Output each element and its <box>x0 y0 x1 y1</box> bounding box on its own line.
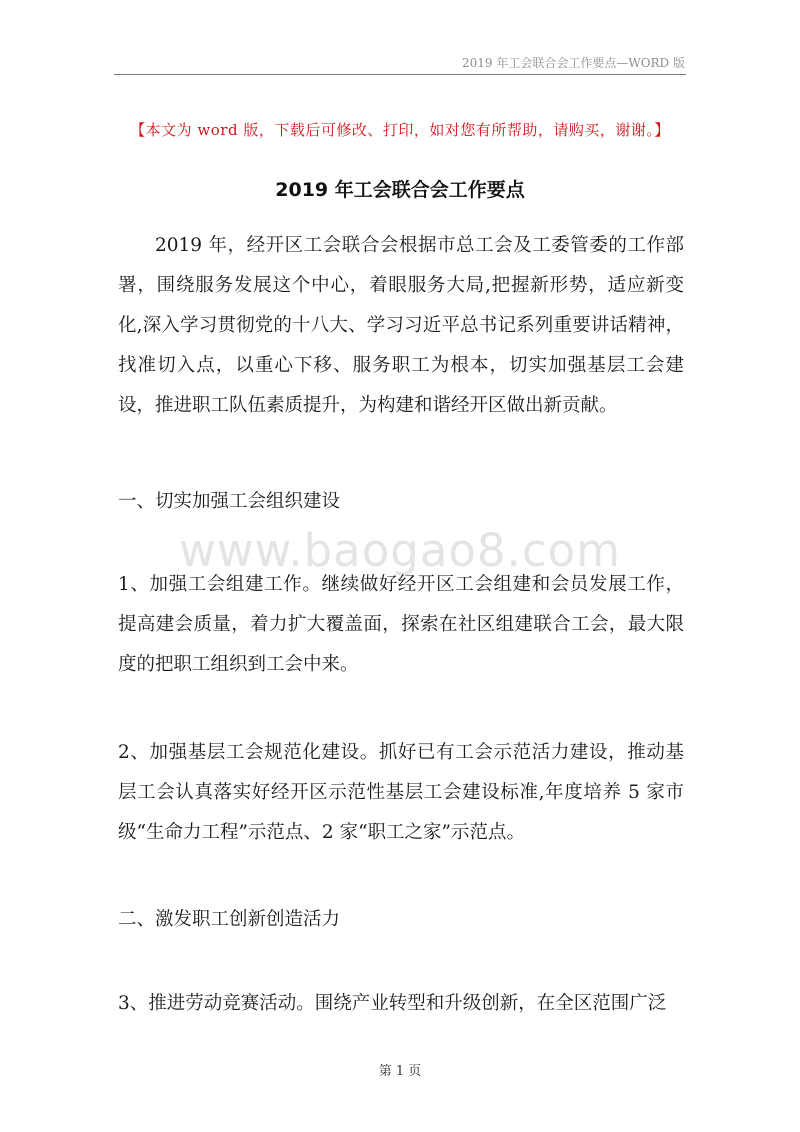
running-header: 2019 年工会联合会工作要点—WORD 版 <box>462 56 685 70</box>
item-paragraph-3: 3、推进劳动竞赛活动。围绕产业转型和升级创新，在全区范围广泛 <box>118 993 667 1014</box>
purchase-notice: 【本文为 word 版，下载后可修改、打印，如对您有所帮助，请购买，谢谢。】 <box>130 121 670 139</box>
document-title: 2019 年工会联合会工作要点 <box>275 179 525 201</box>
section-heading-1: 一、切实加强工会组织建设 <box>118 491 341 512</box>
item-paragraph-1: 1、加强工会组建工作。继续做好经开区工会组建和会员发展工作，提高建会质量，着力扩大覆盖面，探索在社区组建联合工会，最大限度的把职工组织到工会中来。 <box>118 574 684 675</box>
item-paragraph-2: 2、加强基层工会规范化建设。抓好已有工会示范活力建设，推动基层工会认真落实好经开区示范性基层工会建设标准,年度培养 5 家市级“生命力工程”示范点、2 家“职工之家”示范点。 <box>118 742 684 843</box>
header-rule <box>114 74 686 75</box>
section-heading-2: 二、激发职工创新创造活力 <box>118 909 341 930</box>
page-number: 第 1 页 <box>378 1064 422 1079</box>
watermark: www.baogao8.com <box>179 524 621 577</box>
intro-paragraph: 2019 年，经开区工会联合会根据市总工会及工委管委的工作部署，围绕服务发展这个中心，着眼服务大局,把握新形势，适应新变化,深入学习贯彻党的十八大、学习习近平总书记系列重要讲话精神，找准切入点，以重心下移、服务职工为根本，切实加强基层工会建设，推进职工队伍素质提升，为构建和谐经开区做出新贡献。 <box>118 235 684 416</box>
